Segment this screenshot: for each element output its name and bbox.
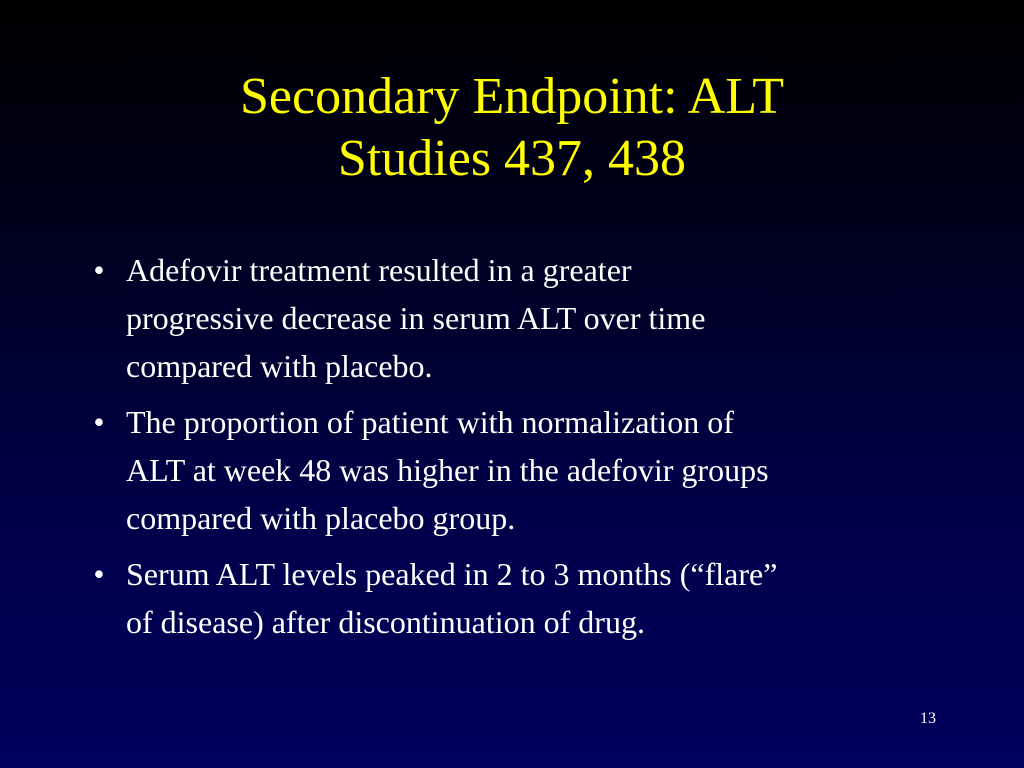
bullet-marker: • bbox=[93, 556, 105, 592]
slide-title bbox=[0, 66, 1024, 190]
slide-title-line-1: Secondary Endpoint: ALT bbox=[239, 68, 785, 125]
bullet-text-line: The proportion of patient with normalization of bbox=[126, 404, 734, 440]
bullet-marker: • bbox=[93, 252, 105, 288]
bullet-text-line: of disease) after discontinuation of drug. bbox=[126, 604, 645, 640]
bullet-text-line: ALT at week 48 was higher in the adefovir groups bbox=[126, 452, 769, 488]
bullet-item bbox=[84, 398, 964, 542]
bullet-list bbox=[84, 246, 964, 654]
slide-title-line-2: Studies 437, 438 bbox=[337, 130, 687, 187]
bullet-text-line: compared with placebo. bbox=[126, 348, 433, 384]
bullet-text-line: compared with placebo group. bbox=[126, 500, 516, 536]
bullet-item bbox=[84, 550, 964, 646]
bullet-text-line: Adefovir treatment resulted in a greater bbox=[126, 252, 632, 288]
bullet-text-line: Serum ALT levels peaked in 2 to 3 months (“flare” bbox=[126, 556, 778, 592]
page-number: 13 bbox=[920, 710, 936, 727]
bullet-item bbox=[84, 246, 964, 390]
bullet-marker: • bbox=[93, 404, 105, 440]
bullet-text-line: progressive decrease in serum ALT over time bbox=[126, 300, 706, 336]
